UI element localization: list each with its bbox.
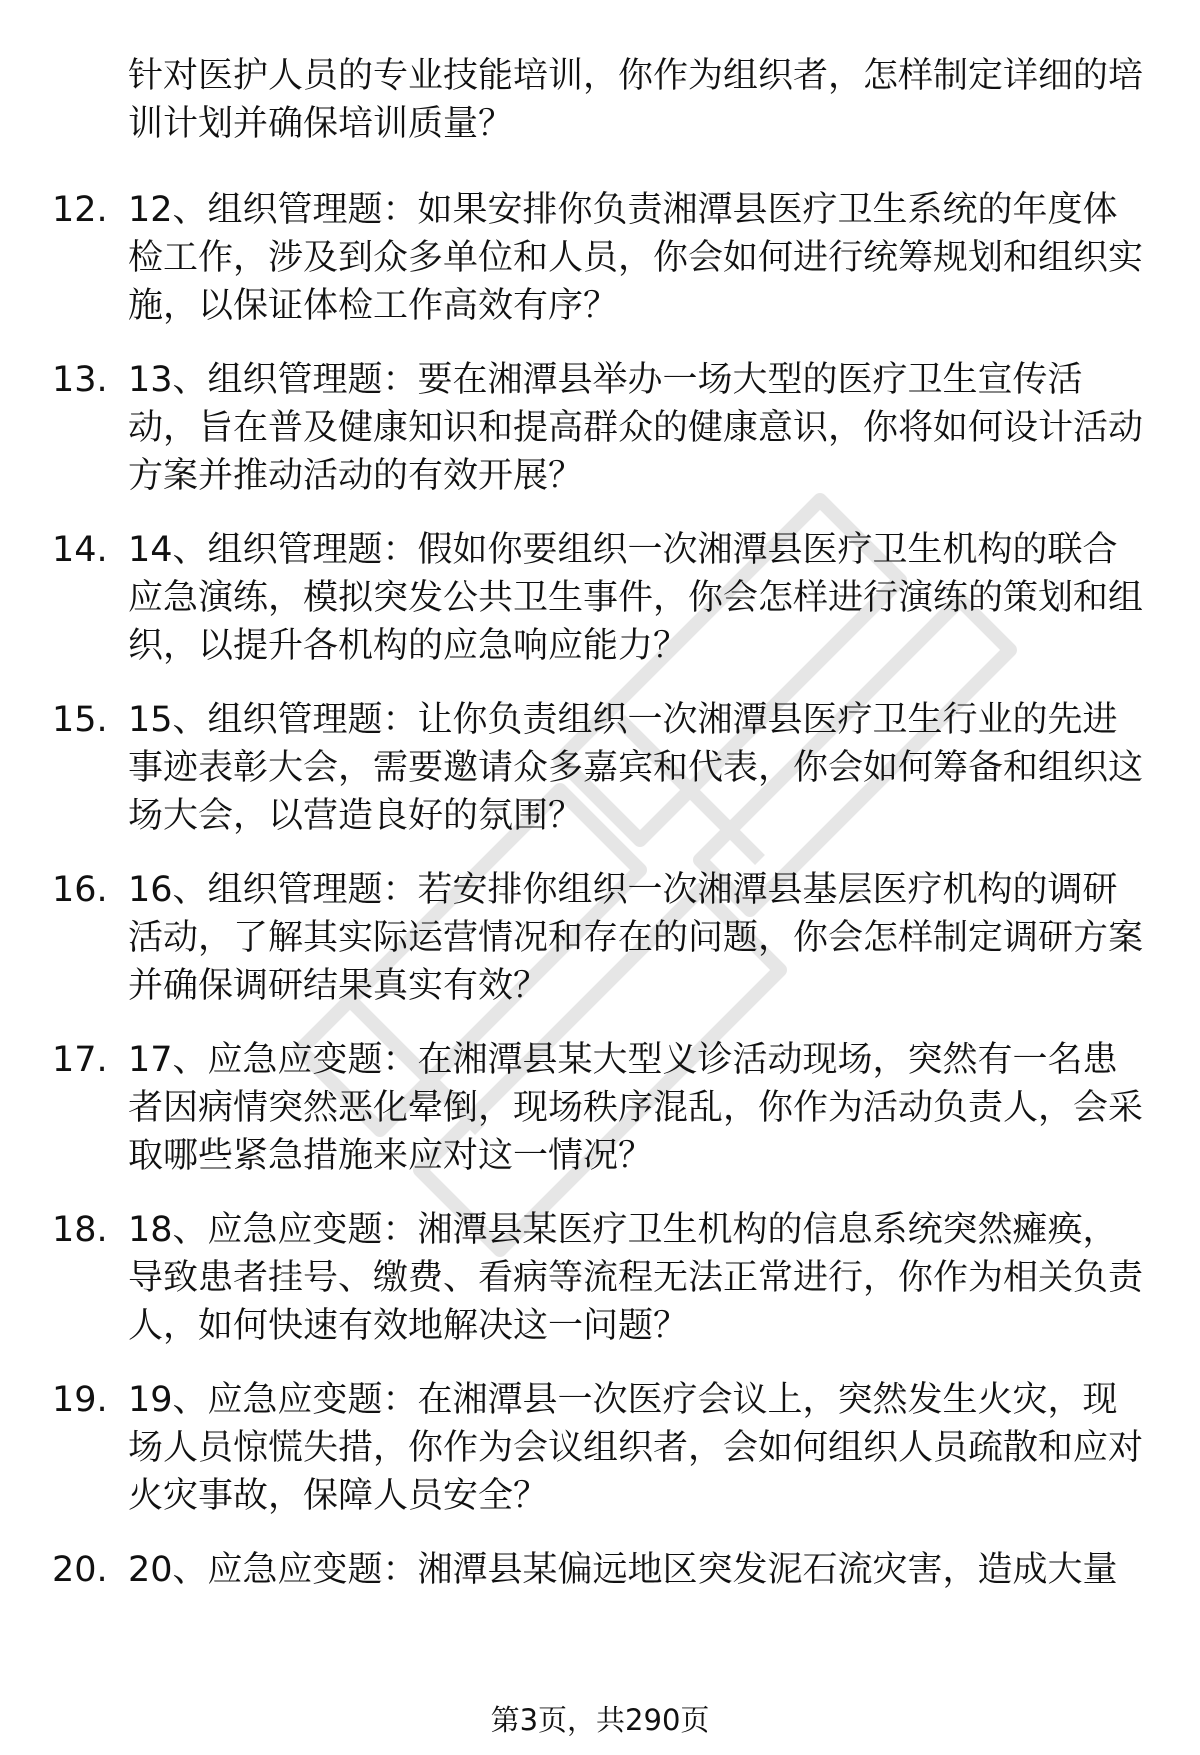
- page-footer: 第3页，共290页: [490, 1703, 710, 1737]
- question-list: [0, 186, 1200, 1606]
- question-number: 13.: [52, 360, 108, 400]
- question-text: 13、组织管理题：要在湘潭县举办一场大型的医疗卫生宣传活动，旨在普及健康知识和提高群众的健康意识，你将如何设计活动方案并推动活动的有效开展？: [128, 360, 1144, 496]
- question-number: 18.: [52, 1210, 108, 1250]
- question-text: 18、应急应变题：湘潭县某医疗卫生机构的信息系统突然瘫痪，导致患者挂号、缴费、看病等流程无法正常进行，你作为相关负责人，如何快速有效地解决这一问题？: [128, 1210, 1144, 1346]
- question-item: [0, 1546, 1200, 1606]
- question-text: 16、组织管理题：若安排你组织一次湘潭县基层医疗机构的调研活动，了解其实际运营情况和存在的问题，你会怎样制定调研方案并确保调研结果真实有效？: [128, 870, 1144, 1006]
- question-text: 19、应急应变题：在湘潭县一次医疗会议上，突然发生火灾，现场人员惊慌失措，你作为会议组织者，会如何组织人员疏散和应对火灾事故，保障人员安全？: [128, 1380, 1144, 1516]
- question-number: 16.: [52, 870, 108, 910]
- intro-text: 针对医护人员的专业技能培训，你作为组织者，怎样制定详细的培训计划并确保培训质量？: [128, 56, 1144, 144]
- question-number: 20.: [52, 1550, 108, 1590]
- question-item: [0, 1036, 1200, 1206]
- question-number: 12.: [52, 190, 108, 230]
- question-item: [0, 1206, 1200, 1376]
- question-number: 15.: [52, 700, 108, 740]
- question-number: 14.: [52, 530, 108, 570]
- question-item: [0, 866, 1200, 1036]
- question-item: [0, 696, 1200, 866]
- question-item: [0, 356, 1200, 526]
- question-text: 14、组织管理题：假如你要组织一次湘潭县医疗卫生机构的联合应急演练，模拟突发公共卫生事件，你会怎样进行演练的策划和组织，以提升各机构的应急响应能力？: [128, 530, 1144, 666]
- question-item: [0, 186, 1200, 356]
- question-number: 19.: [52, 1380, 108, 1420]
- question-number: 17.: [52, 1040, 108, 1080]
- question-text: 20、应急应变题：湘潭县某偏远地区突发泥石流灾害，造成大量: [128, 1550, 1118, 1590]
- question-item: [0, 1376, 1200, 1546]
- question-text: 17、应急应变题：在湘潭县某大型义诊活动现场，突然有一名患者因病情突然恶化晕倒，现场秩序混乱，你作为活动负责人，会采取哪些紧急措施来应对这一情况？: [128, 1040, 1144, 1176]
- question-text: 12、组织管理题：如果安排你负责湘潭县医疗卫生系统的年度体检工作，涉及到众多单位和人员，你会如何进行统筹规划和组织实施，以保证体检工作高效有序？: [128, 190, 1144, 326]
- question-item: [0, 526, 1200, 696]
- question-text: 15、组织管理题：让你负责组织一次湘潭县医疗卫生行业的先进事迹表彰大会，需要邀请众多嘉宾和代表，你会如何筹备和组织这场大会，以营造良好的氛围？: [128, 700, 1144, 836]
